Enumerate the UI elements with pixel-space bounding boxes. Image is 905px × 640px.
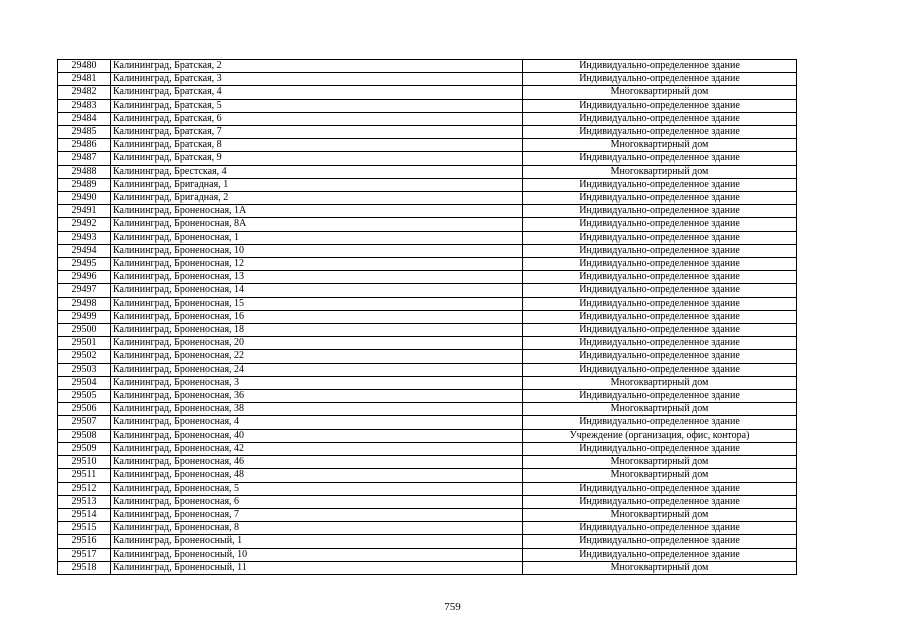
- row-number-cell: 29484: [58, 112, 111, 125]
- building-type-cell: Многоквартирный дом: [523, 561, 797, 574]
- building-type-cell: Индивидуально-определенное здание: [523, 337, 797, 350]
- table-row: [58, 165, 797, 178]
- building-type-cell: Индивидуально-определенное здание: [523, 522, 797, 535]
- row-number-cell: 29518: [58, 561, 111, 574]
- row-number-cell: 29500: [58, 324, 111, 337]
- address-cell: Калининград, Бригадная, 1: [111, 178, 523, 191]
- table-row: [58, 99, 797, 112]
- table-row: [58, 86, 797, 99]
- building-type-cell: Индивидуально-определенное здание: [523, 178, 797, 191]
- row-number-cell: 29490: [58, 192, 111, 205]
- address-cell: Калининград, Броненосная, 38: [111, 403, 523, 416]
- address-cell: Калининград, Броненосный, 10: [111, 548, 523, 561]
- table-row: [58, 376, 797, 389]
- row-number-cell: 29499: [58, 310, 111, 323]
- building-type-cell: Индивидуально-определенное здание: [523, 363, 797, 376]
- table-row: [58, 548, 797, 561]
- table-row: [58, 284, 797, 297]
- address-cell: Калининград, Братская, 7: [111, 126, 523, 139]
- table-row: [58, 324, 797, 337]
- row-number-cell: 29501: [58, 337, 111, 350]
- building-type-cell: Индивидуально-определенное здание: [523, 244, 797, 257]
- address-cell: Калининград, Братская, 3: [111, 73, 523, 86]
- address-cell: Калининград, Броненосная, 40: [111, 429, 523, 442]
- address-cell: Калининград, Броненосная, 3: [111, 376, 523, 389]
- row-number-cell: 29514: [58, 508, 111, 521]
- address-cell: Калининград, Броненосная, 12: [111, 258, 523, 271]
- table-row: [58, 429, 797, 442]
- table-row: [58, 126, 797, 139]
- address-cell: Калининград, Броненосная, 13: [111, 271, 523, 284]
- row-number-cell: 29511: [58, 469, 111, 482]
- row-number-cell: 29488: [58, 165, 111, 178]
- address-cell: Калининград, Броненосная, 10: [111, 244, 523, 257]
- building-type-cell: Индивидуально-определенное здание: [523, 495, 797, 508]
- address-cell: Калининград, Броненосная, 14: [111, 284, 523, 297]
- row-number-cell: 29493: [58, 231, 111, 244]
- table-row: [58, 508, 797, 521]
- table-row: [58, 73, 797, 86]
- table-row: [58, 456, 797, 469]
- row-number-cell: 29487: [58, 152, 111, 165]
- building-type-cell: Индивидуально-определенное здание: [523, 205, 797, 218]
- address-cell: Калининград, Броненосная, 7: [111, 508, 523, 521]
- table-row: [58, 310, 797, 323]
- table-row: [58, 152, 797, 165]
- row-number-cell: 29507: [58, 416, 111, 429]
- building-type-cell: Индивидуально-определенное здание: [523, 231, 797, 244]
- building-type-cell: Индивидуально-определенное здание: [523, 442, 797, 455]
- address-cell: Калининград, Броненосный, 11: [111, 561, 523, 574]
- row-number-cell: 29504: [58, 376, 111, 389]
- building-type-cell: Многоквартирный дом: [523, 165, 797, 178]
- table-row: [58, 218, 797, 231]
- table-row: [58, 363, 797, 376]
- building-type-cell: Многоквартирный дом: [523, 403, 797, 416]
- row-number-cell: 29509: [58, 442, 111, 455]
- table-row: [58, 469, 797, 482]
- table-row: [58, 205, 797, 218]
- address-cell: Калининград, Броненосная, 24: [111, 363, 523, 376]
- row-number-cell: 29503: [58, 363, 111, 376]
- table-row: [58, 297, 797, 310]
- table-row: [58, 522, 797, 535]
- row-number-cell: 29494: [58, 244, 111, 257]
- row-number-cell: 29502: [58, 350, 111, 363]
- address-cell: Калининград, Броненосная, 36: [111, 390, 523, 403]
- address-cell: Калининград, Брестская, 4: [111, 165, 523, 178]
- table-row: [58, 390, 797, 403]
- building-type-cell: Индивидуально-определенное здание: [523, 73, 797, 86]
- address-cell: Калининград, Броненосная, 46: [111, 456, 523, 469]
- row-number-cell: 29480: [58, 60, 111, 73]
- row-number-cell: 29516: [58, 535, 111, 548]
- building-type-cell: Индивидуально-определенное здание: [523, 310, 797, 323]
- building-type-cell: Индивидуально-определенное здание: [523, 350, 797, 363]
- address-cell: Калининград, Братская, 4: [111, 86, 523, 99]
- address-cell: Калининград, Броненосная, 48: [111, 469, 523, 482]
- address-cell: Калининград, Братская, 2: [111, 60, 523, 73]
- building-type-cell: Индивидуально-определенное здание: [523, 416, 797, 429]
- address-cell: Калининград, Броненосная, 4: [111, 416, 523, 429]
- building-type-cell: Индивидуально-определенное здание: [523, 99, 797, 112]
- table-row: [58, 139, 797, 152]
- row-number-cell: 29486: [58, 139, 111, 152]
- address-cell: Калининград, Броненосная, 15: [111, 297, 523, 310]
- row-number-cell: 29508: [58, 429, 111, 442]
- row-number-cell: 29497: [58, 284, 111, 297]
- table-row: [58, 442, 797, 455]
- address-cell: Калининград, Броненосная, 1А: [111, 205, 523, 218]
- building-type-cell: Многоквартирный дом: [523, 376, 797, 389]
- address-cell: Калининград, Братская, 5: [111, 99, 523, 112]
- row-number-cell: 29506: [58, 403, 111, 416]
- building-type-cell: Индивидуально-определенное здание: [523, 126, 797, 139]
- registry-table-body: [58, 60, 797, 575]
- building-type-cell: Индивидуально-определенное здание: [523, 271, 797, 284]
- building-type-cell: Индивидуально-определенное здание: [523, 258, 797, 271]
- address-cell: Калининград, Броненосная, 42: [111, 442, 523, 455]
- building-type-cell: Индивидуально-определенное здание: [523, 112, 797, 125]
- row-number-cell: 29498: [58, 297, 111, 310]
- table-row: [58, 271, 797, 284]
- building-type-cell: Индивидуально-определенное здание: [523, 548, 797, 561]
- address-cell: Калининград, Броненосная, 20: [111, 337, 523, 350]
- row-number-cell: 29510: [58, 456, 111, 469]
- row-number-cell: 29517: [58, 548, 111, 561]
- row-number-cell: 29512: [58, 482, 111, 495]
- building-type-cell: Многоквартирный дом: [523, 86, 797, 99]
- table-row: [58, 178, 797, 191]
- table-row: [58, 561, 797, 574]
- table-row: [58, 482, 797, 495]
- building-type-cell: Индивидуально-определенное здание: [523, 535, 797, 548]
- row-number-cell: 29513: [58, 495, 111, 508]
- table-row: [58, 112, 797, 125]
- table-row: [58, 535, 797, 548]
- address-cell: Калининград, Броненосная, 6: [111, 495, 523, 508]
- address-cell: Калининград, Братская, 9: [111, 152, 523, 165]
- building-type-cell: Индивидуально-определенное здание: [523, 60, 797, 73]
- building-type-cell: Индивидуально-определенное здание: [523, 192, 797, 205]
- table-row: [58, 258, 797, 271]
- building-type-cell: Многоквартирный дом: [523, 456, 797, 469]
- building-type-cell: Индивидуально-определенное здание: [523, 218, 797, 231]
- row-number-cell: 29483: [58, 99, 111, 112]
- address-cell: Калининград, Бригадная, 2: [111, 192, 523, 205]
- table-row: [58, 60, 797, 73]
- address-cell: Калининград, Броненосная, 22: [111, 350, 523, 363]
- building-type-cell: Индивидуально-определенное здание: [523, 324, 797, 337]
- address-cell: Калининград, Броненосная, 8А: [111, 218, 523, 231]
- table-row: [58, 416, 797, 429]
- address-cell: Калининград, Братская, 6: [111, 112, 523, 125]
- building-type-cell: Многоквартирный дом: [523, 139, 797, 152]
- row-number-cell: 29491: [58, 205, 111, 218]
- building-type-cell: Многоквартирный дом: [523, 508, 797, 521]
- building-type-cell: Индивидуально-определенное здание: [523, 390, 797, 403]
- table-row: [58, 495, 797, 508]
- table-row: [58, 192, 797, 205]
- row-number-cell: 29495: [58, 258, 111, 271]
- row-number-cell: 29496: [58, 271, 111, 284]
- table-row: [58, 337, 797, 350]
- address-cell: Калининград, Броненосная, 8: [111, 522, 523, 535]
- building-type-cell: Индивидуально-определенное здание: [523, 297, 797, 310]
- row-number-cell: 29481: [58, 73, 111, 86]
- building-type-cell: Многоквартирный дом: [523, 469, 797, 482]
- building-type-cell: Учреждение (организация, офис, контора): [523, 429, 797, 442]
- building-type-cell: Индивидуально-определенное здание: [523, 152, 797, 165]
- address-cell: Калининград, Броненосная, 18: [111, 324, 523, 337]
- row-number-cell: 29492: [58, 218, 111, 231]
- row-number-cell: 29482: [58, 86, 111, 99]
- building-type-cell: Индивидуально-определенное здание: [523, 482, 797, 495]
- address-cell: Калининград, Броненосный, 1: [111, 535, 523, 548]
- row-number-cell: 29505: [58, 390, 111, 403]
- table-row: [58, 231, 797, 244]
- address-cell: Калининград, Броненосная, 5: [111, 482, 523, 495]
- address-cell: Калининград, Броненосная, 16: [111, 310, 523, 323]
- row-number-cell: 29489: [58, 178, 111, 191]
- page-number: 759: [444, 601, 461, 613]
- table-row: [58, 244, 797, 257]
- row-number-cell: 29485: [58, 126, 111, 139]
- building-type-cell: Индивидуально-определенное здание: [523, 284, 797, 297]
- table-row: [58, 350, 797, 363]
- registry-table: [57, 59, 797, 575]
- row-number-cell: 29515: [58, 522, 111, 535]
- table-row: [58, 403, 797, 416]
- address-cell: Калининград, Братская, 8: [111, 139, 523, 152]
- address-cell: Калининград, Броненосная, 1: [111, 231, 523, 244]
